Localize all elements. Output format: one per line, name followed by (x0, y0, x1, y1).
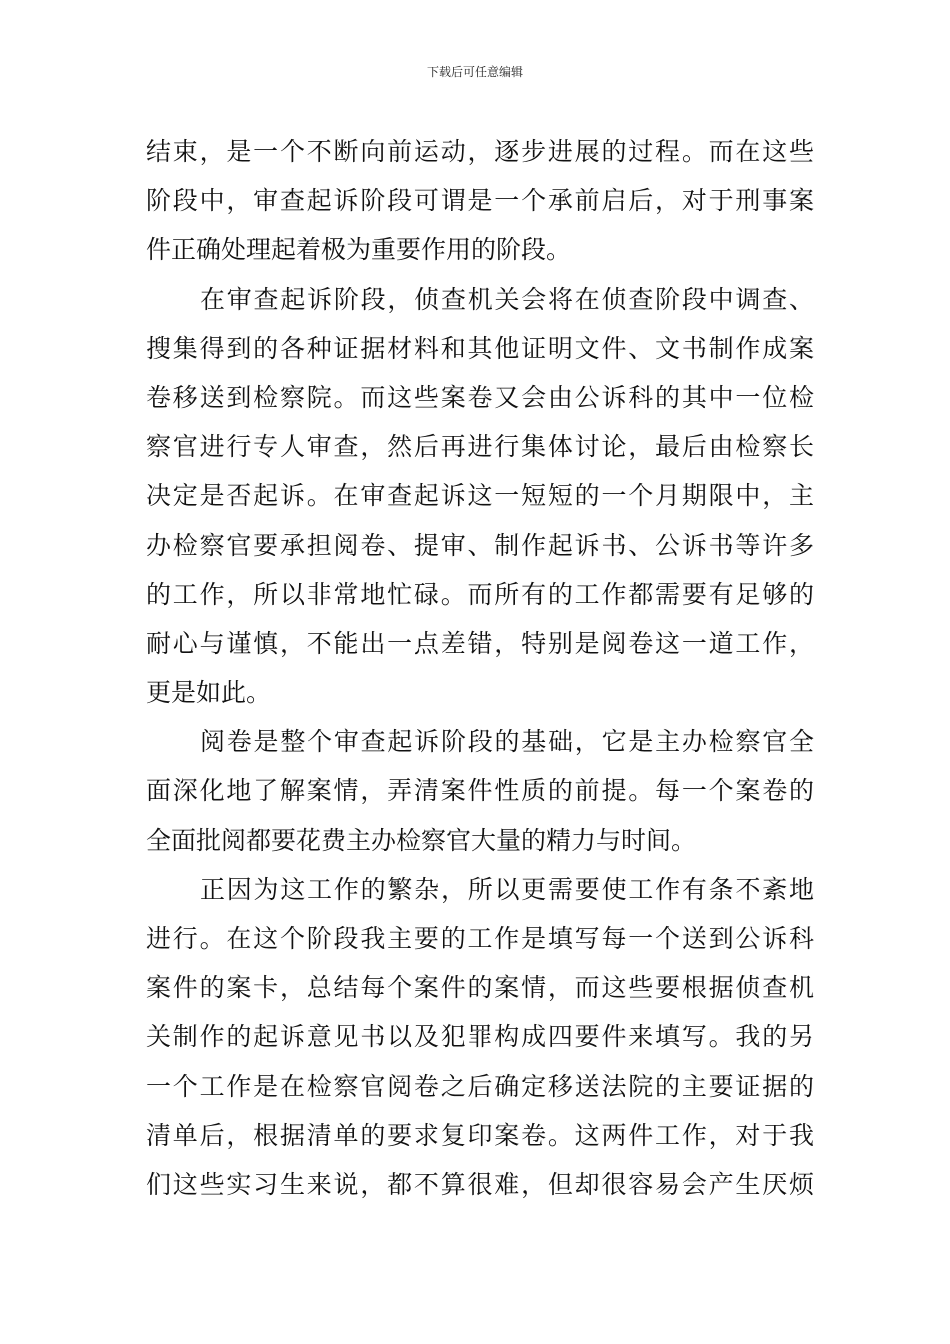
paragraph (146, 127, 814, 275)
text-line: 在审查起诉阶段，侦查机关会将在侦查阶段中调查、 (200, 284, 814, 314)
text-line: 面深化地了解案情，弄清案件性质的前提。每一个案卷的 (146, 776, 814, 806)
text-line: 办检察官要承担阅卷、提审、制作起诉书、公诉书等许多 (146, 530, 814, 560)
paragraph (146, 717, 814, 865)
text-line: 卷移送到检察院。而这些案卷又会由公诉科的其中一位检 (146, 382, 814, 412)
paragraph (146, 275, 814, 718)
text-line: 阅卷是整个审查起诉阶段的基础，它是主办检察官全 (200, 727, 814, 757)
text-line: 一个工作是在检察官阅卷之后确定移送法院的主要证据的 (146, 1071, 814, 1101)
text-line: 们这些实习生来说，都不算很难，但却很容易会产生厌烦 (146, 1169, 814, 1199)
text-line: 案件的案卡，总结每个案件的案情，而这些要根据侦查机 (146, 973, 814, 1003)
paragraph (146, 865, 814, 1209)
text-line: 搜集得到的各种证据材料和其他证明文件、文书制作成案 (146, 333, 814, 363)
text-line: 结束，是一个不断向前运动，逐步进展的过程。而在这些 (146, 137, 814, 166)
text-line: 决定是否起诉。在审查起诉这一短短的一个月期限中，主 (146, 481, 814, 511)
text-line: 进行。在这个阶段我主要的工作是填写每一个送到公诉科 (146, 924, 814, 953)
text-line: 全面批阅都要花费主办检察官大量的精力与时间。 (146, 825, 697, 855)
text-line: 的工作，所以非常地忙碌。而所有的工作都需要有足够的 (146, 579, 814, 609)
text-line: 阶段中，审查起诉阶段可谓是一个承前启后，对于刑事案 (146, 186, 814, 216)
text-line: 清单后，根据清单的要求复印案卷。这两件工作，对于我 (146, 1120, 814, 1150)
text-line: 关制作的起诉意见书以及犯罪构成四要件来填写。我的另 (146, 1022, 814, 1052)
text-line: 正因为这工作的繁杂，所以更需要使工作有条不紊地 (200, 874, 814, 904)
document-body (146, 127, 814, 1209)
text-line: 件正确处理起着极为重要作用的阶段。 (146, 235, 572, 265)
page-header: 下载后可任意编辑 (426, 65, 523, 79)
text-line: 察官进行专人审查，然后再进行集体讨论，最后由检察长 (146, 432, 814, 462)
text-line: 耐心与谨慎，不能出一点差错，特别是阅卷这一道工作， (146, 628, 814, 658)
text-line: 更是如此。 (146, 678, 272, 708)
